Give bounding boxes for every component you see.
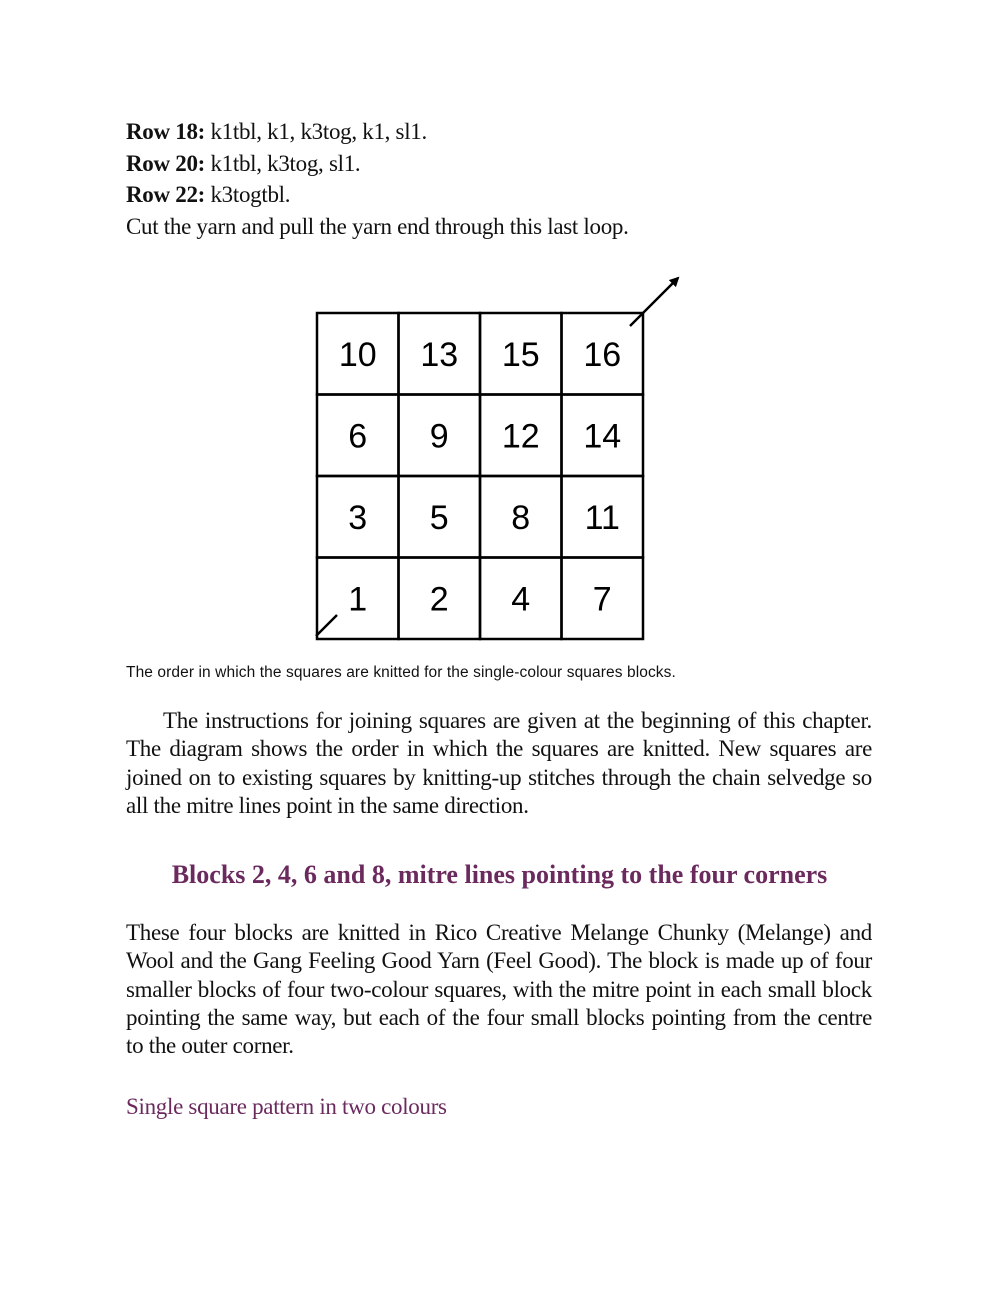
row-20-line (126, 148, 886, 180)
row-label: Row 22: (126, 182, 206, 207)
section-heading: Blocks 2, 4, 6 and 8, mitre lines pointing to the four corners (171, 860, 828, 889)
square-order-number: 7 (592, 580, 612, 619)
knitting-rows (126, 116, 886, 242)
square-order-number: 13 (420, 335, 459, 374)
square-order-number: 11 (584, 498, 620, 537)
square-order-number: 8 (511, 498, 531, 537)
row-label: Row 18: (126, 119, 206, 144)
row-label: Row 20: (126, 150, 206, 176)
square-order-number: 6 (348, 417, 368, 456)
square-order-number: 1 (348, 580, 368, 619)
blocks-paragraph: These four blocks are knitted in Rico Creative Melange Chunky (Melange) and Wool and the Gang Feeling Good Yarn (Feel Good). The block is made up of four smaller blocks of four two-colour squares, with the mitre point in each small block pointing the same way, but each of the four small blocks pointing from the centre to the outer corner. (126, 920, 872, 1059)
cut-instruction: Cut the yarn and pull the yarn end through this last loop. (126, 213, 629, 239)
row-22-line (126, 179, 886, 211)
subsection-heading: Single square pattern in two colours (126, 1094, 447, 1119)
square-order-number: 16 (583, 335, 622, 374)
square-order-number: 3 (348, 498, 368, 537)
square-order-number: 2 (429, 580, 449, 619)
square-order-number: 15 (501, 335, 540, 374)
row-18-line (126, 116, 886, 148)
direction-arrow-icon (630, 278, 678, 326)
square-order-number: 12 (501, 417, 540, 456)
start-corner-mark (316, 615, 337, 636)
diagram-caption: The order in which the squares are knitted for the single-colour squares blocks. (126, 664, 676, 681)
square-order-number: 5 (429, 498, 449, 537)
joining-paragraph: The instructions for joining squares are given at the beginning of this chapter. The diagram shows the order in which the squares are knitted. New squares are joined on to existing squares by knitting-up stitches through the chain selvedge so all the mitre lines point in the same direction. (126, 708, 872, 818)
knitting-order-diagram (300, 268, 700, 648)
square-order-number: 4 (511, 580, 531, 619)
row-instruction: k3togtbl. (205, 182, 291, 207)
row-instruction: k1tbl, k1, k3tog, k1, sl1. (205, 119, 427, 144)
square-order-number: 10 (338, 335, 377, 374)
square-order-number: 9 (429, 417, 449, 456)
square-order-number: 14 (583, 417, 622, 456)
row-instruction: k1tbl, k3tog, sl1. (205, 150, 361, 176)
